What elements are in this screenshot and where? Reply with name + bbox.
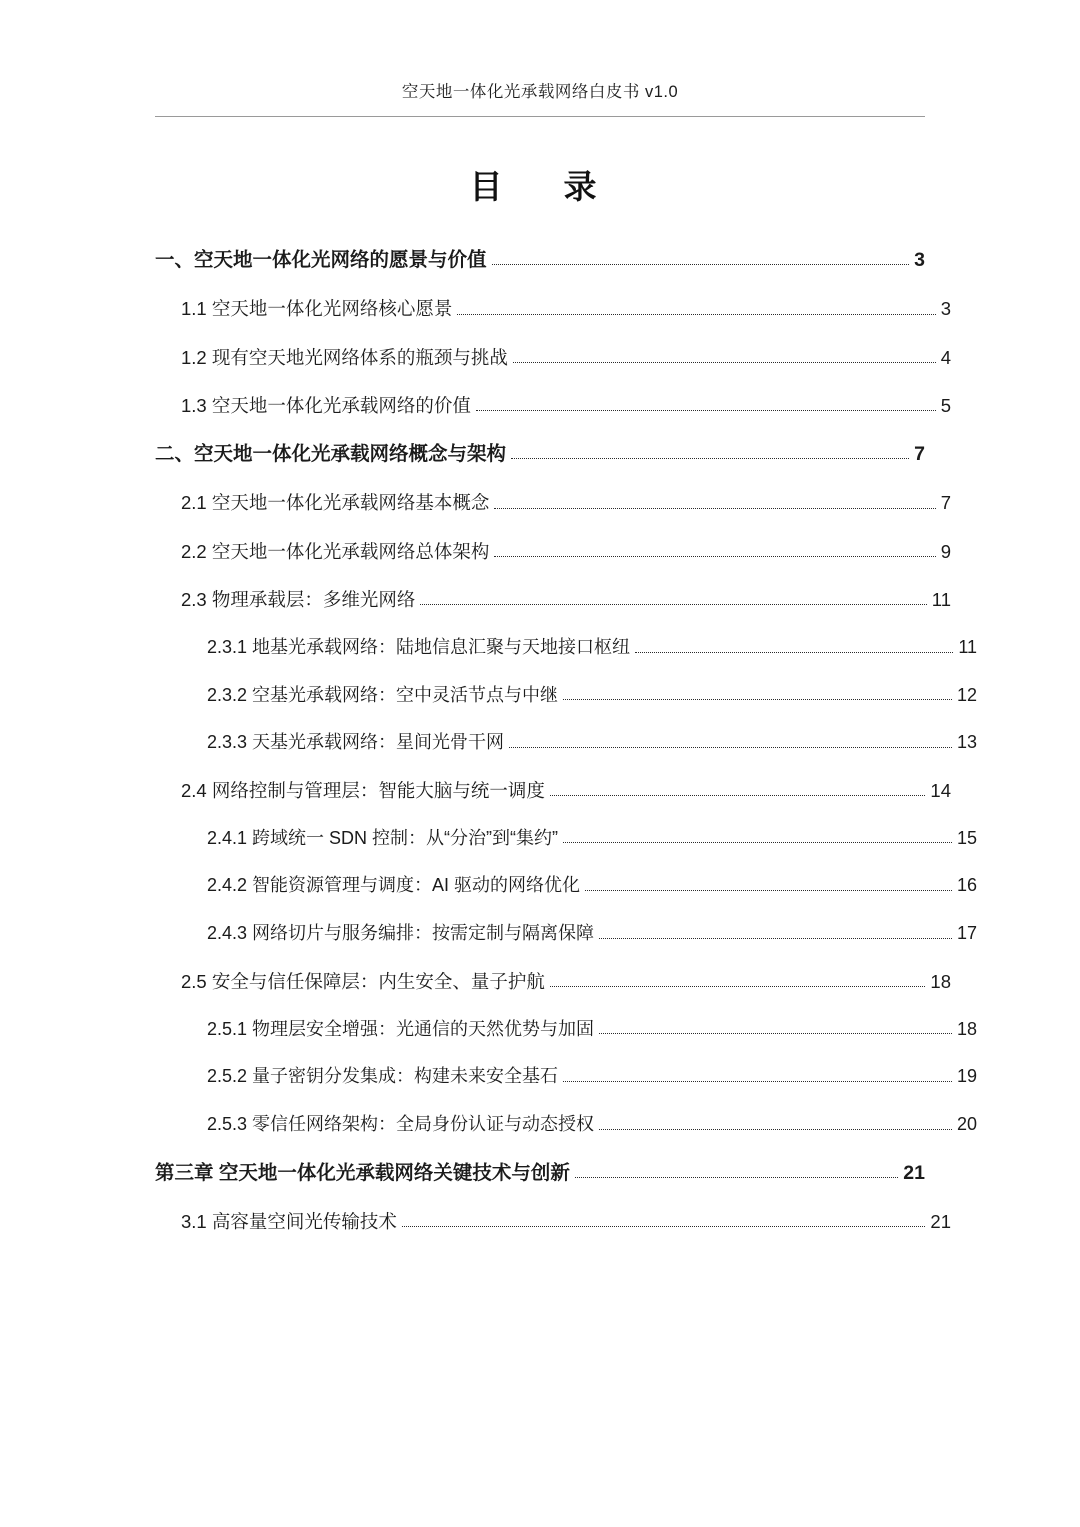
- toc-entry[interactable]: [155, 479, 951, 527]
- toc-entry[interactable]: [155, 1149, 925, 1198]
- toc-entry-page-number: 16: [956, 875, 977, 896]
- toc-entry[interactable]: [155, 1101, 977, 1149]
- toc-leader-dots: [492, 263, 910, 265]
- toc-entry-page-number: 12: [956, 684, 977, 705]
- toc-entry-page-number: 11: [931, 588, 951, 610]
- toc-entry[interactable]: [155, 958, 951, 1006]
- toc-entry[interactable]: [155, 910, 977, 958]
- header-divider: [155, 116, 925, 117]
- toc-leader-dots: [550, 794, 926, 796]
- toc-entry[interactable]: [155, 624, 977, 672]
- toc-leader-dots: [599, 1032, 952, 1034]
- toc-entry-page-number: 11: [958, 636, 977, 657]
- toc-leader-dots: [494, 507, 935, 509]
- toc-leader-dots: [511, 457, 909, 459]
- toc-entry-label: 一、空天地一体化光网络的愿景与价值: [155, 249, 487, 271]
- toc-leader-dots: [635, 651, 953, 653]
- page-title: 目 录: [469, 168, 611, 205]
- toc-entry-label: 1.3 空天地一体化光承载网络的价值: [181, 394, 471, 416]
- toc-entry-label: 2.4.3 网络切片与服务编排：按需定制与隔离保障: [207, 923, 595, 944]
- toc-entry-page-number: 15: [956, 827, 977, 848]
- toc-leader-dots: [575, 1176, 898, 1178]
- toc-entry-page-number: 19: [956, 1066, 977, 1087]
- toc-entry-page-number: 4: [940, 346, 951, 368]
- toc-entry-label: 2.2 空天地一体化光承载网络总体架构: [181, 540, 490, 562]
- toc-entry-page-number: 5: [940, 394, 951, 416]
- toc-entry-label: 2.4 网络控制与管理层：智能大脑与统一调度: [181, 779, 545, 801]
- toc-entry[interactable]: [155, 382, 951, 430]
- toc-leader-dots: [402, 1225, 926, 1227]
- toc-leader-dots: [599, 1128, 952, 1130]
- toc-entry[interactable]: [155, 285, 951, 333]
- toc-entry-label: 2.5.2 量子密钥分发集成：构建未来安全基石: [207, 1066, 559, 1087]
- toc-leader-dots: [563, 1080, 952, 1082]
- toc-entry[interactable]: [155, 528, 951, 576]
- toc-leader-dots: [563, 698, 952, 700]
- toc-entry-page-number: 14: [930, 779, 951, 801]
- toc-entry-page-number: 21: [930, 1211, 951, 1233]
- page-header: [155, 78, 925, 116]
- toc-entry-page-number: 3: [914, 249, 925, 271]
- toc-entry-label: 2.3.1 地基光承载网络：陆地信息汇聚与天地接口枢纽: [207, 636, 631, 657]
- toc-entry[interactable]: [155, 672, 977, 720]
- toc-entry-page-number: 18: [930, 970, 951, 992]
- toc-leader-dots: [457, 313, 935, 315]
- toc-leader-dots: [494, 555, 935, 557]
- toc-entry-label: 2.3 物理承载层：多维光网络: [181, 588, 416, 610]
- toc-entry-page-number: 20: [956, 1114, 977, 1135]
- toc-leader-dots: [513, 361, 936, 363]
- toc-entry[interactable]: [155, 334, 951, 382]
- toc-entry-label: 2.5.1 物理层安全增强：光通信的天然优势与加固: [207, 1018, 595, 1039]
- toc-entry-label: 3.1 高容量空间光传输技术: [181, 1211, 397, 1233]
- toc-entry[interactable]: [155, 862, 977, 910]
- toc-entry-label: 第三章 空天地一体化光承载网络关键技术与创新: [155, 1161, 570, 1184]
- toc-entry-label: 2.5.3 零信任网络架构：全局身份认证与动态授权: [207, 1114, 595, 1135]
- toc-entry-page-number: 18: [956, 1018, 977, 1039]
- toc-entry-label: 2.3.3 天基光承载网络：星间光骨干网: [207, 732, 505, 753]
- toc-entry-label: 2.1 空天地一体化光承载网络基本概念: [181, 492, 490, 514]
- toc-entry-label: 二、空天地一体化光承载网络概念与架构: [155, 442, 507, 465]
- toc-entry-label: 2.4.1 跨域统一 SDN 控制：从“分治”到“集约”: [207, 827, 559, 848]
- toc-entry[interactable]: [155, 815, 977, 863]
- toc-entry[interactable]: [155, 1006, 977, 1054]
- toc-entry-label: 1.1 空天地一体化光网络核心愿景: [181, 298, 453, 320]
- toc-entry[interactable]: [155, 767, 951, 815]
- toc-entry-label: 2.4.2 智能资源管理与调度：AI 驱动的网络优化: [207, 875, 581, 896]
- toc-leader-dots: [476, 409, 936, 411]
- toc-entry[interactable]: [155, 430, 925, 479]
- toc-leader-dots: [550, 985, 926, 987]
- toc-leader-dots: [420, 603, 926, 605]
- toc-entry-label: 2.3.2 空基光承载网络：空中灵活节点与中继: [207, 684, 559, 705]
- toc-entry[interactable]: [155, 1053, 977, 1101]
- header-title: 空天地一体化光承载网络白皮书 v1.0: [401, 83, 679, 101]
- toc-entry-page-number: 7: [914, 442, 925, 465]
- toc-entry-page-number: 21: [903, 1161, 925, 1184]
- toc-leader-dots: [509, 746, 952, 748]
- toc-entry[interactable]: [155, 576, 951, 624]
- toc-entry-label: 2.5 安全与信任保障层：内生安全、量子护航: [181, 970, 545, 992]
- toc-leader-dots: [563, 841, 952, 843]
- toc-entry-page-number: 7: [940, 492, 951, 514]
- toc-leader-dots: [599, 937, 952, 939]
- toc-entry-page-number: 3: [940, 298, 951, 320]
- toc-entry[interactable]: [155, 1198, 951, 1246]
- toc-entry-page-number: 13: [956, 732, 977, 753]
- toc-entry-label: 1.2 现有空天地光网络体系的瓶颈与挑战: [181, 346, 508, 368]
- toc-leader-dots: [585, 889, 952, 891]
- toc-entry[interactable]: [155, 236, 925, 285]
- toc-entry-page-number: 9: [940, 540, 951, 562]
- toc-entry[interactable]: [155, 719, 977, 767]
- toc-entry-page-number: 17: [956, 923, 977, 944]
- table-of-contents: [155, 236, 977, 1246]
